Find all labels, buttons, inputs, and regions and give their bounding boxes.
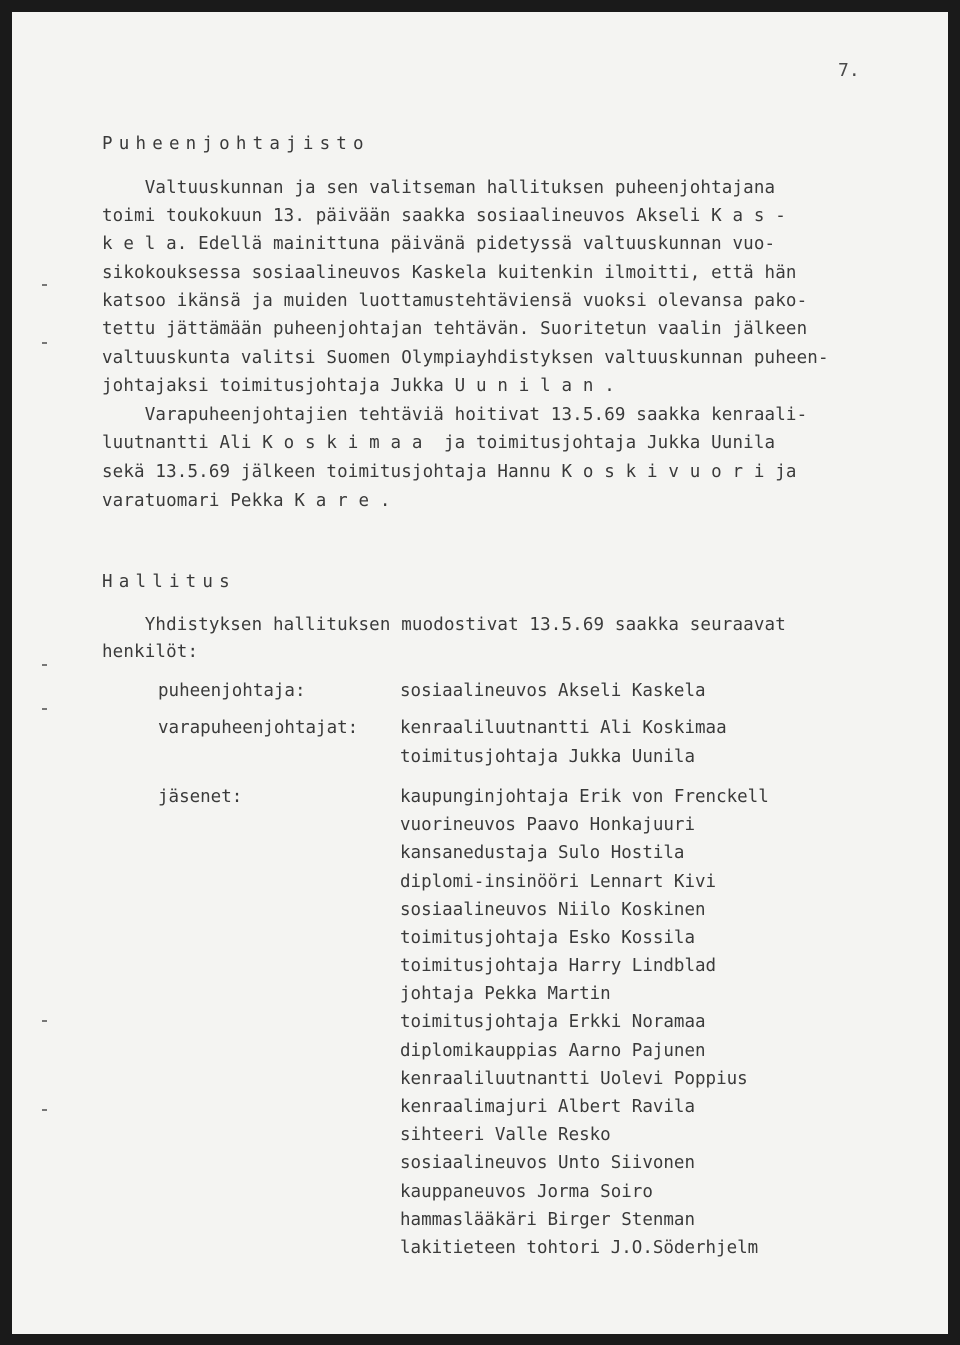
member-name: sosiaalineuvos Unto Siivonen: [400, 1153, 696, 1173]
member-name: kaupunginjohtaja Erik von Frenckell: [400, 787, 769, 807]
member-name: johtaja Pekka Martin: [400, 984, 611, 1004]
paragraph-line: Yhdistyksen hallituksen muodostivat 13.5.69 saakka seuraavat: [102, 615, 786, 635]
member-name: toimitusjohtaja Harry Lindblad: [400, 956, 717, 976]
paragraph-line: luutnantti Ali K o s k i m a a ja toimitusjohtaja Jukka Uunila: [102, 433, 776, 453]
paragraph-line: Valtuuskunnan ja sen valitseman hallituksen puheenjohtajana: [102, 178, 776, 198]
paragraph-line: tettu jättämään puheenjohtajan tehtävän. Suoritetun vaalin jälkeen: [102, 319, 808, 339]
paragraph-line: sekä 13.5.69 jälkeen toimitusjohtaja Hannu K o s k i v u o r i ja: [102, 462, 797, 482]
member-name: lakitieteen tohtori J.O.Söderhjelm: [400, 1238, 759, 1258]
margin-mark: [42, 1020, 47, 1022]
member-name: vuorineuvos Paavo Honkajuuri: [400, 815, 696, 835]
member-name: toimitusjohtaja Erkki Noramaa: [400, 1012, 706, 1032]
vice-chair-label: varapuheenjohtajat:: [158, 718, 359, 738]
member-name: kansanedustaja Sulo Hostila: [400, 843, 685, 863]
vice-chair-name: kenraaliluutnantti Ali Koskimaa: [400, 718, 727, 738]
paragraph-line: valtuuskunta valitsi Suomen Olympiayhdistyksen valtuuskunnan puheen-: [102, 348, 829, 368]
margin-mark: [42, 284, 47, 286]
paragraph-line: henkilöt:: [102, 642, 199, 662]
member-name: kenraaliluutnantti Uolevi Poppius: [400, 1069, 748, 1089]
member-name: sihteeri Valle Resko: [400, 1125, 611, 1145]
paragraph-line: sikokouksessa sosiaalineuvos Kaskela kuitenkin ilmoitti, että hän: [102, 263, 797, 283]
member-name: sosiaalineuvos Niilo Koskinen: [400, 900, 706, 920]
paragraph-line: johtajaksi toimitusjohtaja Jukka U u n i l a n .: [102, 376, 615, 396]
section-heading-hallitus: Hallitus: [102, 572, 236, 592]
member-name: hammaslääkäri Birger Stenman: [400, 1210, 696, 1230]
document-page: [12, 12, 948, 1334]
member-name: toimitusjohtaja Esko Kossila: [400, 928, 696, 948]
paragraph-line: katsoo ikänsä ja muiden luottamustehtäviensä vuoksi olevansa pako-: [102, 291, 808, 311]
margin-mark: [42, 708, 47, 710]
paragraph-line: toimi toukokuun 13. päivään saakka sosiaalineuvos Akseli K a s -: [102, 206, 786, 226]
margin-mark: [42, 342, 47, 344]
member-name: diplomi-insinööri Lennart Kivi: [400, 872, 717, 892]
paragraph-line: Varapuheenjohtajien tehtäviä hoitivat 13.5.69 saakka kenraali-: [102, 405, 808, 425]
vice-chair-name: toimitusjohtaja Jukka Uunila: [400, 747, 696, 767]
member-name: kenraalimajuri Albert Ravila: [400, 1097, 696, 1117]
margin-mark: [42, 664, 47, 666]
page-number: 7.: [838, 60, 860, 81]
paragraph-line: varatuomari Pekka K a r e .: [102, 491, 391, 511]
margin-mark: [42, 1109, 47, 1111]
member-name: diplomikauppias Aarno Pajunen: [400, 1041, 706, 1061]
chair-name: sosiaalineuvos Akseli Kaskela: [400, 681, 706, 701]
paragraph-line: k e l a. Edellä mainittuna päivänä pidetyssä valtuuskunnan vuo-: [102, 234, 776, 254]
members-label: jäsenet:: [158, 787, 243, 807]
section-heading-puheenjohtajisto: Puheenjohtajisto: [102, 134, 370, 154]
member-name: kauppaneuvos Jorma Soiro: [400, 1182, 653, 1202]
chair-label: puheenjohtaja:: [158, 681, 306, 701]
